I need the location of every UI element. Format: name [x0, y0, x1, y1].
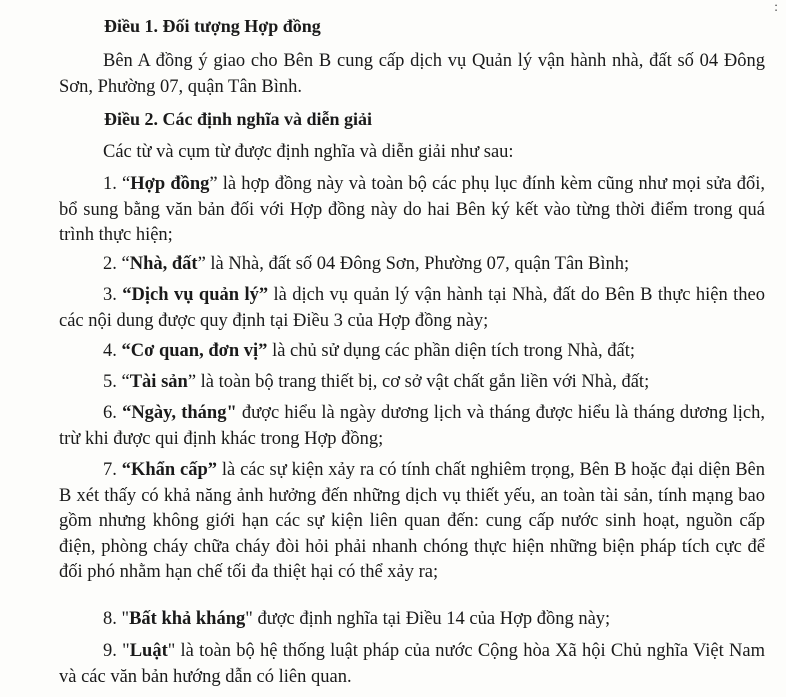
defined-term: Bất khả kháng	[129, 609, 246, 629]
defined-term: “Khẩn cấp”	[121, 460, 218, 480]
article-1-body: Bên A đồng ý giao cho Bên B cung cấp dịch vụ Quản lý vận hành nhà, đất số 04 Đông Sơn, Phường 07, quận Tân Bình.	[59, 51, 765, 97]
definition-item: 2. “Nhà, đất” là Nhà, đất số 04 Đông Sơn, Phường 07, quận Tân Bình;	[103, 254, 630, 274]
defined-term: Tài sản	[129, 372, 188, 392]
definition-item: 9. "Luật" là toàn bộ hệ thống luật pháp của nước Cộng hòa Xã hội Chủ nghĩa Việt Nam và các văn bản hướng dẫn có liên quan.	[59, 641, 765, 687]
defined-term: “Ngày, tháng"	[122, 403, 237, 423]
definition-item: 4. “Cơ quan, đơn vị” là chủ sử dụng các phần diện tích trong Nhà, đất;	[103, 341, 636, 361]
corner-mark: :	[774, 0, 778, 15]
article-2-intro: Các từ và cụm từ được định nghĩa và diễn giải như sau:	[103, 142, 514, 162]
definition-item: 3. “Dịch vụ quản lý” là dịch vụ quản lý vận hành tại Nhà, đất do Bên B thực hiện theo các nội dung được quy định tại Điều 3 của Hợp đồng này;	[59, 285, 766, 331]
definition-item: 8. "Bất khả kháng" được định nghĩa tại Điều 14 của Hợp đồng này;	[103, 609, 611, 629]
definition-item: 6. “Ngày, tháng" được hiểu là ngày dương lịch và tháng được hiểu là tháng dương lịch, trừ khi được qui định khác trong Hợp đồng;	[59, 403, 765, 449]
article-2-heading: Điều 2. Các định nghĩa và diễn giải	[104, 109, 373, 129]
definition-item: 1. “Hợp đồng” là hợp đồng này và toàn bộ các phụ lục đính kèm cũng như mọi sửa đổi, bổ sung bằng văn bản đối với Hợp đồng này do hai Bên ký kết vào từng thời điểm trong quá trình thực hiện;	[59, 174, 766, 245]
article-1-heading: Điều 1. Đối tượng Hợp đồng	[104, 16, 321, 36]
defined-term: Luật	[129, 641, 168, 661]
defined-term: Hợp đồng	[130, 174, 210, 194]
defined-term: “Cơ quan, đơn vị”	[121, 341, 268, 361]
defined-term: “Dịch vụ quản lý”	[122, 285, 269, 305]
definition-item: 7. “Khẩn cấp” là các sự kiện xảy ra có tính chất nghiêm trọng, Bên B hoặc đại diện Bên B xét thấy có khả năng ảnh hưởng đến những dịch vụ thiết yếu, an toàn tài sản, tính mạng bao gồm nhưng không giới hạn các sự kiện liên quan đến: cung cấp nước sinh hoạt, nguồn cấp điện, phòng cháy chữa cháy đòi hỏi phải nhanh chóng thực hiện những biện pháp tích cực để đối phó nhằm hạn chế tối đa thiệt hại có thể xảy ra;	[59, 460, 765, 582]
defined-term: Nhà, đất	[129, 254, 198, 274]
definition-item: 5. “Tài sản” là toàn bộ trang thiết bị, cơ sở vật chất gắn liền với Nhà, đất;	[103, 372, 650, 392]
